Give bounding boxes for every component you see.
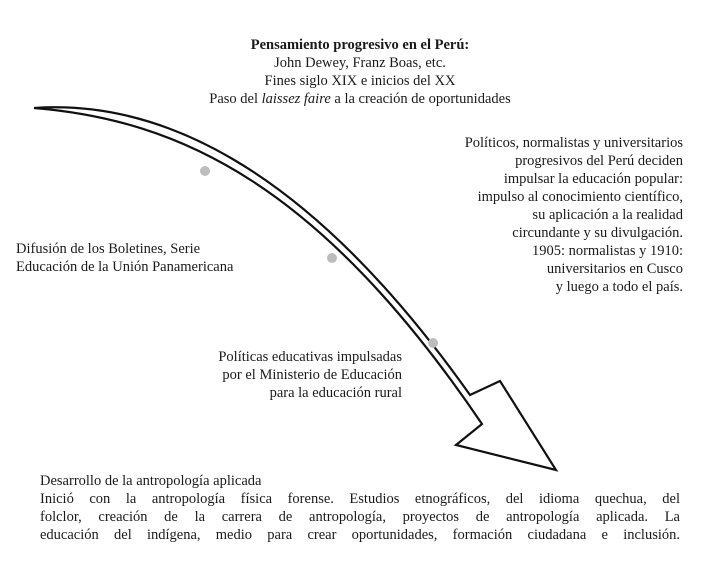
left-text-line: Difusión de los Boletines, Serie [16, 241, 201, 257]
timeline-marker-2 [327, 253, 337, 263]
middle-text-line: para la educación rural [269, 385, 402, 401]
timeline-marker-3 [428, 338, 438, 348]
header-line-3-prefix: Paso del [209, 91, 262, 107]
middle-text-line: por el Ministerio de Educación [222, 367, 402, 383]
right-text-line: y luego a todo el país. [555, 279, 683, 295]
right-text-block [380, 134, 683, 296]
right-text-line: impulso al conocimiento científico, [477, 189, 683, 205]
right-text-line: su aplicación a la realidad [532, 207, 683, 223]
header-title: Pensamiento progresivo en el Perú: [250, 37, 470, 53]
right-text-line: universitarios en Cusco [546, 261, 683, 277]
middle-text-block [150, 348, 402, 402]
bottom-text-line: folclor, creación de la carrera de antropología, proyectos de antropología aplicada. La [40, 509, 680, 525]
right-text-line: 1905: normalistas y 1910: [531, 243, 683, 259]
left-text-block [16, 240, 306, 276]
bottom-title: Desarrollo de la antropología aplicada [40, 473, 262, 489]
bottom-text-line: educación del indígena, medio para crear oportunidades, formación ciudadana e inclusión. [40, 527, 680, 543]
header-line-1: John Dewey, Franz Boas, etc. [274, 55, 446, 71]
right-text-line: progresivos del Perú deciden [515, 153, 683, 169]
right-text-line: circundante y su divulgación. [512, 225, 683, 241]
right-text-line: impulsar la educación popular: [503, 171, 683, 187]
left-text-line: Educación de la Unión Panamericana [16, 259, 234, 275]
right-text-line: Políticos, normalistas y universitarios [464, 135, 683, 151]
header-line-2: Fines siglo XIX e inicios del XX [264, 73, 456, 89]
bottom-text-line: Inició con la antropología física forense. Estudios etnográficos, del idioma quechua, del [40, 491, 680, 507]
header-line-3-italic: laissez faire [261, 91, 331, 107]
timeline-marker-1 [200, 166, 210, 176]
middle-text-line: Políticas educativas impulsadas [218, 349, 402, 365]
header-line-3-suffix: a la creación de oportunidades [330, 91, 511, 107]
header-text-block [160, 36, 560, 108]
header-line-3 [160, 90, 560, 108]
bottom-text-block [40, 472, 680, 544]
